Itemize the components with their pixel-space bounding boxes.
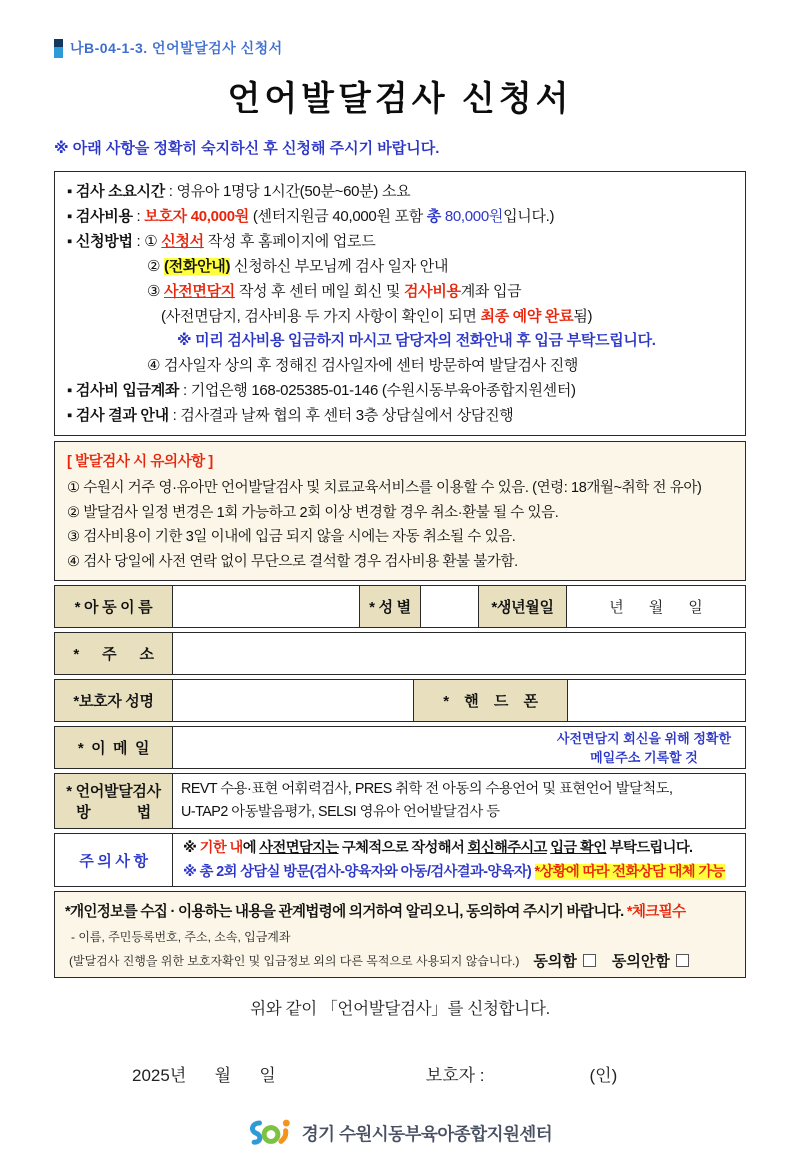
child-name-label: * 아 동 이 름 [55, 586, 173, 627]
text-line: ▪ 검사비 입금계좌 : 기업은행 168-025385-01-146 (수원시동부육아종합지원센터) [67, 382, 576, 400]
method-label-line2: 방 법 [76, 804, 151, 822]
text-line: ② 발달검사 일정 변경은 1회 가능하고 2회 이상 변경할 경우 취소·환불 될 수 있음. [67, 504, 559, 521]
row-email [54, 726, 746, 769]
address-field[interactable] [173, 633, 745, 674]
doc-code-text: 나B-04-1-3. 언어발달검사 신청서 [70, 40, 283, 56]
birth-field[interactable]: 년 월 일 [609, 599, 703, 617]
text-line: ① 수원시 거주 영·유아만 언어발달검사 및 치료교육서비스를 이용할 수 있음. (연령: 18개월~취학 전 유아) [67, 480, 702, 497]
exam-info-box [54, 171, 746, 436]
address-label: * 주 소 [55, 633, 173, 674]
text-line: ▪ 검사 소요시간 : 영유아 1명당 1시간(50분~60분) 소요 [67, 183, 411, 200]
text-line: ④ 검사일자 상의 후 정해진 검사일자에 센터 방문하여 발달검사 진행 [147, 357, 579, 375]
email-note [557, 729, 745, 767]
row-address [54, 632, 746, 675]
doc-code-row [54, 38, 746, 58]
disagree-checkbox[interactable] [676, 954, 689, 967]
method-text [173, 774, 745, 828]
email-note-line1: 사전면담지 회신을 위해 정확한 [556, 730, 731, 746]
text-line: ② (전화안내) 신청하신 부모님께 검사 일자 안내 [147, 257, 449, 275]
method-text-line2: U-TAP2 아동발음평가, SELSI 영유아 언어발달검사 등 [181, 804, 500, 821]
phone-label: * 핸 드 폰 [413, 680, 568, 721]
text-line: [ 발달검사 시 유의사항 ] [67, 454, 213, 471]
birth-label: *생년월일 [479, 586, 567, 627]
row-guardian [54, 679, 746, 722]
text-line: *개인정보를 수집 · 이용하는 내용을 관계법령에 의거하여 알리오니, 동의하여 주시기 바랍니다. *체크필수 [65, 904, 686, 921]
exam-cautions-box [54, 441, 746, 581]
method-text-line1: REVT 수용·표현 어휘력검사, PRES 취학 전 아동의 수용언어 및 표현언어 발달척도, [181, 781, 673, 798]
guardian-name-label: *보호자 성명 [55, 680, 173, 721]
child-name-field[interactable] [173, 586, 359, 627]
text-line: ※ 기한 내에 사전면담지는 구체적으로 작성해서 회신해주시고 입금 확인 부탁드립니다. [183, 840, 693, 857]
blue-bar-icon [54, 39, 63, 58]
page-title: 언어발달검사 신청서 [227, 80, 573, 118]
closing-statement: 위와 같이 「언어발달검사」를 신청합니다. [250, 1000, 550, 1019]
email-field[interactable] [173, 727, 745, 768]
text-line: ③ 검사비용이 기한 3일 이내에 입금 되지 않을 시에는 자동 취소될 수 있음. [67, 529, 516, 546]
disagree-label: 동의안함 [611, 953, 670, 971]
text-line: ※ 총 2회 상담실 방문(검사-양육자와 아동/검사결과-양육자) *상황에 따라 전화상담 대체 가능 [183, 864, 725, 881]
guardian-name-field[interactable] [173, 680, 413, 721]
sex-label: * 성 별 [359, 586, 421, 627]
guardian-sign-label: 보호자 : [425, 1066, 485, 1086]
org-name: 경기 수원시동부육아종합지원센터 [301, 1123, 553, 1144]
privacy-line3: (발달검사 진행을 위한 보호자확인 및 입금정보 외의 다른 목적으로 사용되지 않습니다.) [69, 954, 520, 969]
text-line: ▪ 신청방법 : ① 신청서 작성 후 홈페이지에 업로드 [67, 232, 376, 250]
agree-checkbox[interactable] [583, 954, 596, 967]
text-line: ③ 사전면담지 작성 후 센터 메일 회신 및 검사비용계좌 입금 [147, 282, 522, 300]
text-line: ④ 검사 당일에 사전 연락 없이 무단으로 결석할 경우 검사비용 환불 불가함. [67, 553, 518, 570]
privacy-consent-box [54, 891, 746, 978]
text-line: (사전면담지, 검사비용 두 가지 사항이 확인이 되면 최종 예약 완료됨) [161, 307, 593, 325]
privacy-line2: - 이름, 주민등록번호, 주소, 소속, 입금계좌 [71, 930, 291, 945]
seal-mark: (인) [589, 1066, 618, 1086]
privacy-line3-row [65, 950, 735, 971]
top-notice: ※ 아래 사항을 정확히 숙지하신 후 신청해 주시기 바랍니다. [54, 140, 440, 157]
footer [54, 1116, 746, 1150]
caution-text [173, 834, 745, 886]
privacy-line1 [65, 901, 735, 923]
date-line: 2025년 월 일 [132, 1066, 276, 1086]
agree-label: 동의함 [533, 953, 577, 971]
caution-label: 주 의 사 항 [55, 834, 173, 886]
row-caution [54, 833, 746, 887]
text-line: ※ 미리 검사비용 입금하지 마시고 담당자의 전화안내 후 입금 부탁드립니다. [177, 332, 656, 350]
sex-field[interactable] [421, 586, 479, 627]
method-label-line1: * 언어발달검사 [66, 783, 161, 801]
date-signature-row [54, 1061, 746, 1086]
phone-field[interactable] [568, 680, 745, 721]
agree-group [533, 950, 698, 971]
email-note-line2: 메일주소 기록할 것 [590, 749, 698, 765]
email-label: * 이 메 일 [55, 727, 173, 768]
text-line: ▪ 검사 결과 안내 : 검사결과 날짜 협의 후 센터 3층 상담실에서 상담진행 [67, 407, 514, 425]
row-child-name [54, 585, 746, 628]
method-label [55, 774, 173, 828]
row-method [54, 773, 746, 829]
center-logo-icon [248, 1116, 294, 1150]
text-line: ▪ 검사비용 : 보호자 40,000원 (센터지원금 40,000원 포함 총 80,000원입니다.) [67, 207, 555, 225]
